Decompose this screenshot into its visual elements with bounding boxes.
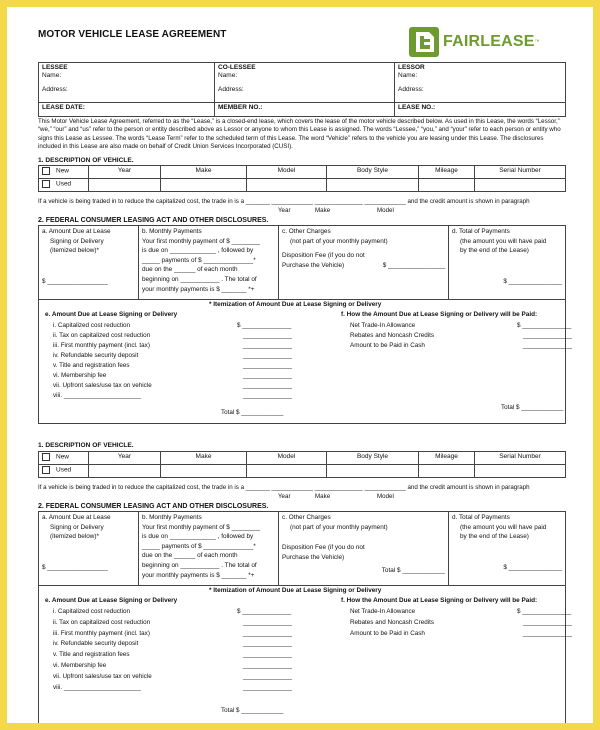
amount-due-cell bbox=[39, 226, 139, 300]
monthly-payments-line4: due on the ______ of each month bbox=[142, 266, 238, 274]
new-checkbox[interactable] bbox=[42, 167, 50, 175]
federal-disclosures-heading-2: 2. FEDERAL CONSUMER LEASING ACT AND OTHER DISCLOSURES. bbox=[38, 503, 269, 510]
vehicle-table bbox=[38, 165, 566, 192]
monthly-payments-line4-2: due on the ______ of each month bbox=[142, 552, 238, 560]
colessee-label: CO-LESSEE bbox=[218, 64, 256, 71]
e2-amount-1[interactable]: $ ______________ bbox=[237, 608, 292, 615]
monthly-payments-line1: Your first monthly payment of $ ________ bbox=[142, 237, 261, 245]
section-e-list bbox=[53, 321, 152, 402]
total-payments-field[interactable]: $ _______________ bbox=[503, 277, 562, 285]
amount-due-line2-2: Signing or Delivery bbox=[50, 523, 104, 531]
monthly-payments-title-2: b. Monthly Payments bbox=[142, 514, 202, 521]
lessee-cell[interactable] bbox=[39, 63, 215, 103]
disposition-fee-line1: Disposition Fee (if you do not bbox=[282, 252, 365, 260]
year-input[interactable] bbox=[89, 179, 161, 192]
vehicle-table-2 bbox=[38, 451, 566, 478]
amount-due-field-2[interactable]: $ _________________ bbox=[42, 563, 108, 571]
lessor-cell[interactable] bbox=[395, 63, 566, 103]
federal-disclosures-heading: 2. FEDERAL CONSUMER LEASING ACT AND OTHER DISCLOSURES. bbox=[38, 217, 269, 224]
trade-in-line-2: If a vehicle is being traded in to reduce the capitalized cost, the trade in is a _______ ____________ ______________ ____________ and the credit amount is shown in paragraph bbox=[38, 484, 530, 491]
new-checkbox-cell[interactable] bbox=[39, 166, 89, 179]
f-item-1: Net Trade-In Allowance bbox=[350, 322, 416, 329]
e-item-6: vi. Membership fee bbox=[53, 372, 107, 380]
section-f-list-2 bbox=[350, 607, 434, 639]
colessee-address-label: Address: bbox=[218, 86, 244, 94]
fairlease-logo bbox=[409, 27, 559, 57]
trade-in-model-label: Model bbox=[377, 207, 394, 214]
section-f-list bbox=[350, 321, 434, 351]
lease-document bbox=[7, 7, 593, 723]
section-f-total[interactable]: Total $ ____________ bbox=[501, 404, 564, 411]
itemization-cell bbox=[39, 300, 573, 424]
e-amount-1[interactable]: $ ______________ bbox=[237, 322, 292, 329]
lessor-name-label: Name: bbox=[398, 72, 418, 80]
colessee-cell[interactable] bbox=[215, 63, 395, 103]
e-amount-5[interactable]: ______________ bbox=[243, 362, 293, 370]
e2-item-4: iv. Refundable security deposit bbox=[53, 640, 139, 648]
amount-due-line2: Signing or Delivery bbox=[50, 237, 104, 245]
disposition-fee-line1-2: Disposition Fee (if you do not bbox=[282, 544, 365, 552]
section-e-total[interactable]: Total $ ____________ bbox=[221, 409, 284, 416]
other-charges-title: c. Other Charges bbox=[282, 228, 331, 235]
parties-table bbox=[38, 62, 566, 117]
e-amount-2[interactable]: ______________ bbox=[243, 332, 293, 340]
monthly-payments-line5: beginning on ___________ . The total of bbox=[142, 276, 257, 284]
f-item-3: Amount to be Paid in Cash bbox=[350, 342, 425, 350]
make-input[interactable] bbox=[161, 179, 247, 192]
other-charges-total-2[interactable]: Total $ ____________ bbox=[381, 567, 445, 575]
section-f-title: f. How the Amount Due at Lease Signing or Delivery will be Paid: bbox=[341, 311, 538, 318]
section-e-total-2[interactable]: Total $ ____________ bbox=[221, 707, 284, 714]
total-payments-cell bbox=[449, 226, 566, 300]
e2-item-7: vii. Upfront sales/use tax on vehicle bbox=[53, 672, 152, 680]
trademark-mark: ™ bbox=[534, 38, 540, 45]
monthly-payments-line2: is due on _____________ , followed by bbox=[142, 247, 254, 255]
e2-item-2: ii. Tax on capitalized cost reduction bbox=[53, 618, 151, 626]
e-item-2: ii. Tax on capitalized cost reduction bbox=[53, 332, 151, 340]
serial-number-input-2[interactable] bbox=[475, 465, 566, 478]
f2-item-3: Amount to be Paid in Cash bbox=[350, 629, 425, 637]
itemization-title: * Itemization of Amount Due at Lease Signing or Delivery bbox=[209, 301, 382, 308]
intro-paragraph: This Motor Vehicle Lease Agreement, referred to as the “Lease,” is a closed-end lease, which covers the lease of the motor vehicle described below. As used in this Lease, the words “Lessor,” “we,” “our” and “us” refer to the person or entity described above as Lessor or anyone to whom this Lease is assigned. The words “Lessee,” “you,” and “your” refer to each person or entity who signs this Lease as Lessee. The words “Lease Term” refer to the scheduled term of this Lease. The word “Vehicle” refers to the vehicle you are leasing under this Lease. The disclosures included in this Lease are also made on behalf of Credit Union Services Incorporated (CUSI). bbox=[38, 118, 561, 151]
section-f-amounts-2 bbox=[517, 607, 572, 639]
disposition-fee-amount[interactable]: $ ________________ bbox=[382, 261, 445, 269]
total-payments-line2-2: (the amount you will have paid bbox=[460, 523, 547, 531]
model-header-2: Model bbox=[247, 452, 327, 465]
e-item-1: i. Capitalized cost reduction bbox=[53, 322, 131, 329]
colessee-name-label: Name: bbox=[218, 72, 238, 80]
used-checkbox[interactable] bbox=[42, 180, 50, 188]
e-item-4: iv. Refundable security deposit bbox=[53, 352, 139, 360]
total-payments-line3: by the end of the Lease) bbox=[460, 247, 529, 255]
serial-number-header: Serial Number bbox=[475, 166, 566, 179]
new-checkbox-cell-2[interactable] bbox=[39, 452, 89, 465]
e-item-3: iii. First monthly payment (incl. tax) bbox=[53, 342, 150, 350]
f-amount-3[interactable]: ______________ bbox=[523, 342, 573, 350]
trade-in-year-label-2: Year bbox=[278, 493, 291, 500]
other-charges-line2: (not part of your monthly payment) bbox=[290, 237, 388, 245]
section-e-title: e. Amount Due at Lease Signing or Delivery bbox=[45, 311, 178, 318]
section-e-amounts bbox=[237, 321, 292, 402]
total-payments-cell-2 bbox=[449, 512, 566, 586]
fairlease-logo-text: FAIRLEASE bbox=[443, 33, 535, 50]
description-heading-2: 1. DESCRIPTION OF VEHICLE. bbox=[38, 442, 134, 449]
fairlease-logo-icon bbox=[409, 27, 439, 57]
monthly-payments-line6: your monthly payments is $ _______ *+ bbox=[142, 285, 255, 293]
disposition-fee-line2: Purchase the Vehicle) bbox=[282, 261, 345, 269]
body-style-input-2[interactable] bbox=[327, 465, 419, 478]
member-no-field[interactable]: MEMBER NO.: bbox=[215, 103, 395, 117]
total-payments-title: d. Total of Payments bbox=[452, 228, 510, 235]
lease-date-field[interactable]: LEASE DATE: bbox=[39, 103, 215, 117]
e-amount-6[interactable]: ______________ bbox=[243, 372, 293, 380]
serial-number-input[interactable] bbox=[475, 179, 566, 192]
used-checkbox-cell[interactable] bbox=[39, 179, 89, 192]
used-label: Used bbox=[56, 180, 72, 188]
e2-item-3: iii. First monthly payment (incl. tax) bbox=[53, 629, 150, 637]
monthly-payments-cell-2 bbox=[139, 512, 279, 586]
section-e-list-2 bbox=[53, 607, 152, 694]
model-input-2[interactable] bbox=[247, 465, 327, 478]
lease-no-field[interactable]: LEASE NO.: bbox=[395, 103, 566, 117]
used-checkbox-2[interactable] bbox=[42, 466, 50, 474]
other-charges-title-2: c. Other Charges bbox=[282, 514, 331, 521]
f2-amount-3[interactable]: ______________ bbox=[523, 629, 573, 637]
f2-item-1: Net Trade-In Allowance bbox=[350, 608, 416, 615]
body-style-header-2: Body Style bbox=[327, 452, 419, 465]
itemization-cell-2 bbox=[39, 586, 573, 724]
mileage-header: Mileage bbox=[419, 166, 475, 179]
e-item-8: viii. ______________________ bbox=[53, 392, 141, 400]
mileage-header-2: Mileage bbox=[419, 452, 475, 465]
model-input[interactable] bbox=[247, 179, 327, 192]
trade-in-line: If a vehicle is being traded in to reduce the capitalized cost, the trade in is a _______ ____________ ______________ ____________ and the credit amount is shown in paragraph bbox=[38, 198, 530, 205]
monthly-payments-cell bbox=[139, 226, 279, 300]
make-header-2: Make bbox=[161, 452, 247, 465]
monthly-payments-line5-2: beginning on ___________ . The total of bbox=[142, 562, 257, 570]
body-style-header: Body Style bbox=[327, 166, 419, 179]
trade-in-make-label: Make bbox=[315, 207, 331, 214]
other-charges-cell bbox=[279, 226, 449, 300]
e2-amount-7[interactable]: ______________ bbox=[243, 672, 293, 680]
lessee-address-label: Address: bbox=[42, 86, 68, 94]
section-f-amounts bbox=[517, 321, 572, 351]
monthly-payments-line6-2: your monthly payments is $ _______ *+ bbox=[142, 571, 255, 579]
e-amount-7[interactable]: ______________ bbox=[243, 382, 293, 390]
lessor-address-label: Address: bbox=[398, 86, 424, 94]
e2-amount-6[interactable]: ______________ bbox=[243, 662, 293, 670]
total-payments-line3-2: by the end of the Lease) bbox=[460, 533, 529, 541]
total-payments-field-2[interactable]: $ _______________ bbox=[503, 563, 562, 571]
trade-in-model-label-2: Model bbox=[377, 493, 394, 500]
amount-due-field[interactable]: $ _________________ bbox=[42, 277, 108, 285]
amount-due-line3: (itemized below)* bbox=[50, 247, 100, 255]
federal-disclosures-table-2 bbox=[38, 511, 573, 723]
used-label-2: Used bbox=[56, 466, 72, 474]
new-label-2: New bbox=[56, 453, 70, 461]
document-title: MOTOR VEHICLE LEASE AGREEMENT bbox=[38, 29, 227, 40]
f2-amount-1[interactable]: $ ______________ bbox=[517, 608, 572, 615]
section-e-amounts-2 bbox=[237, 607, 292, 694]
f2-item-2: Rebates and Noncash Credits bbox=[350, 618, 435, 626]
used-checkbox-cell-2[interactable] bbox=[39, 465, 89, 478]
new-label: New bbox=[56, 167, 70, 175]
mileage-input-2[interactable] bbox=[419, 465, 475, 478]
itemization-title-2: * Itemization of Amount Due at Lease Signing or Delivery bbox=[209, 587, 382, 594]
e2-item-5: v. Title and registration fees bbox=[53, 651, 130, 659]
mileage-input[interactable] bbox=[419, 179, 475, 192]
total-payments-line2: (the amount you will have paid bbox=[460, 237, 547, 245]
e-item-7: vii. Upfront sales/use tax on vehicle bbox=[53, 382, 152, 390]
e2-item-6: vi. Membership fee bbox=[53, 662, 107, 670]
model-header: Model bbox=[247, 166, 327, 179]
year-header: Year bbox=[89, 166, 161, 179]
amount-due-title-2: a. Amount Due at Lease bbox=[42, 514, 111, 521]
year-input-2[interactable] bbox=[89, 465, 161, 478]
e2-amount-4[interactable]: ______________ bbox=[243, 640, 293, 648]
amount-due-title: a. Amount Due at Lease bbox=[42, 228, 111, 235]
trade-in-year-label: Year bbox=[278, 207, 291, 214]
amount-due-line3-2: (itemized below)* bbox=[50, 533, 100, 541]
section-f-title-2: f. How the Amount Due at Lease Signing or Delivery will be Paid: bbox=[341, 597, 538, 604]
monthly-payments-title: b. Monthly Payments bbox=[142, 228, 202, 235]
lessor-label: LESSOR bbox=[398, 64, 425, 71]
body-style-input[interactable] bbox=[327, 179, 419, 192]
serial-number-header-2: Serial Number bbox=[475, 452, 566, 465]
e-amount-8[interactable]: ______________ bbox=[243, 392, 293, 400]
e-item-5: v. Title and registration fees bbox=[53, 362, 130, 370]
f2-amount-2[interactable]: ______________ bbox=[523, 618, 573, 626]
total-payments-title-2: d. Total of Payments bbox=[452, 514, 510, 521]
f-amount-1[interactable]: $ ______________ bbox=[517, 322, 572, 329]
e2-amount-3[interactable]: ______________ bbox=[243, 629, 293, 637]
make-header: Make bbox=[161, 166, 247, 179]
f-item-2: Rebates and Noncash Credits bbox=[350, 332, 435, 340]
amount-due-cell-2 bbox=[39, 512, 139, 586]
other-charges-cell-2 bbox=[279, 512, 449, 586]
trade-in-make-label-2: Make bbox=[315, 493, 331, 500]
monthly-payments-line3-2: _____ payments of $ ______________* bbox=[142, 542, 256, 550]
e2-item-8: viii. ______________________ bbox=[53, 683, 141, 691]
make-input-2[interactable] bbox=[161, 465, 247, 478]
e2-amount-2[interactable]: ______________ bbox=[243, 618, 293, 626]
federal-disclosures-table bbox=[38, 225, 573, 424]
description-heading: 1. DESCRIPTION OF VEHICLE. bbox=[38, 157, 134, 164]
lessee-label: LESSEE bbox=[42, 64, 68, 71]
e-amount-3[interactable]: ______________ bbox=[243, 342, 293, 350]
e2-amount-8[interactable]: ______________ bbox=[243, 683, 293, 691]
e2-amount-5[interactable]: ______________ bbox=[243, 651, 293, 659]
section-e-title-2: e. Amount Due at Lease Signing or Delivery bbox=[45, 597, 178, 604]
other-charges-line2-2: (not part of your monthly payment) bbox=[290, 523, 388, 531]
e2-item-1: i. Capitalized cost reduction bbox=[53, 608, 131, 615]
monthly-payments-line2-2: is due on _____________ , followed by bbox=[142, 533, 254, 541]
monthly-payments-line3: _____ payments of $ ______________* bbox=[142, 256, 256, 264]
f-amount-2[interactable]: ______________ bbox=[523, 332, 573, 340]
disposition-fee-line2-2: Purchase the Vehicle) bbox=[282, 553, 345, 561]
e-amount-4[interactable]: ______________ bbox=[243, 352, 293, 360]
new-checkbox-2[interactable] bbox=[42, 453, 50, 461]
lessee-name-label: Name: bbox=[42, 72, 62, 80]
year-header-2: Year bbox=[89, 452, 161, 465]
monthly-payments-line1-2: Your first monthly payment of $ ________ bbox=[142, 523, 261, 531]
